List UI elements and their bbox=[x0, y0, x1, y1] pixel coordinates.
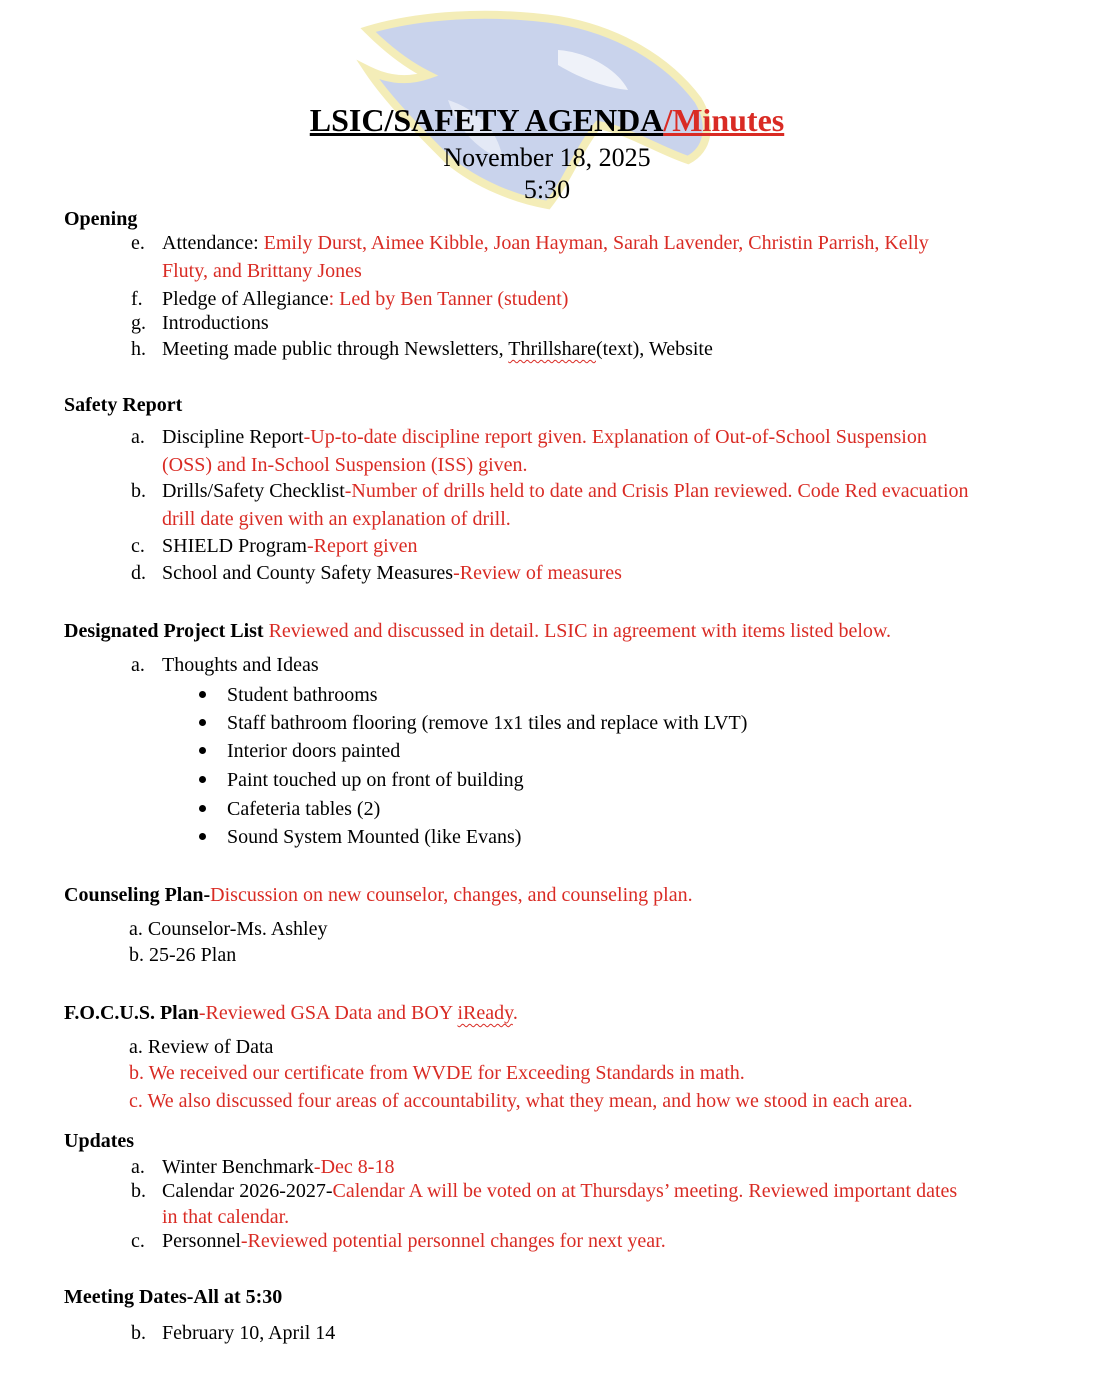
public-notice-item: Meeting made public through Newsletters, Thrillshare(text), Website bbox=[162, 338, 713, 360]
attendance-item: Attendance: Emily Durst, Aimee Kibble, Joan Hayman, Sarah Lavender, Christin Parrish, Kelly bbox=[162, 232, 929, 254]
drills-item: Drills/Safety Checklist-Number of drills held to date and Crisis Plan reviewed. Code Red evacuation bbox=[162, 480, 969, 502]
list-item: a. Counselor-Ms. Ashley bbox=[129, 918, 328, 940]
drills-item-cont: drill date given with an explanation of drill. bbox=[162, 508, 511, 530]
counseling-heading-line: Counseling Plan-Discussion on new counselor, changes, and counseling plan. bbox=[64, 884, 693, 906]
list-marker: a. bbox=[131, 654, 145, 676]
title-minutes: /Minutes bbox=[663, 102, 785, 138]
list-item: b. 25-26 Plan bbox=[129, 944, 237, 966]
personnel-item: Personnel-Reviewed potential personnel changes for next year. bbox=[162, 1230, 666, 1252]
list-marker: a. bbox=[131, 426, 145, 448]
list-item: Sound System Mounted (like Evans) bbox=[227, 826, 522, 848]
list-item: b. We received our certificate from WVDE for Exceeding Standards in math. bbox=[129, 1062, 745, 1084]
meeting-time: 5:30 bbox=[523, 175, 571, 204]
list-item: Paint touched up on front of building bbox=[227, 769, 524, 791]
bullet-icon bbox=[199, 805, 206, 812]
calendar-item: Calendar 2026-2027-Calendar A will be voted on at Thursdays’ meeting. Reviewed important dates bbox=[162, 1180, 958, 1202]
safety-heading: Safety Report bbox=[64, 394, 183, 416]
benchmark-item: Winter Benchmark-Dec 8-18 bbox=[162, 1156, 395, 1178]
meeting-date: November 18, 2025 bbox=[443, 143, 651, 172]
list-item: Cafeteria tables (2) bbox=[227, 798, 381, 820]
list-marker: a. bbox=[131, 1156, 145, 1178]
list-item: Student bathrooms bbox=[227, 684, 378, 706]
list-marker: d. bbox=[131, 562, 146, 584]
focus-heading-line: F.O.C.U.S. Plan-Reviewed GSA Data and BOY iReady. bbox=[64, 1002, 518, 1024]
projects-heading-line: Designated Project List Reviewed and discussed in detail. LSIC in agreement with items listed below. bbox=[64, 620, 892, 642]
attendance-item-cont: Fluty, and Brittany Jones bbox=[162, 260, 362, 282]
list-marker: f. bbox=[131, 288, 143, 310]
list-marker: c. bbox=[131, 535, 145, 557]
shield-item: SHIELD Program-Report given bbox=[162, 535, 418, 557]
list-item: a. Review of Data bbox=[129, 1036, 274, 1058]
bullet-icon bbox=[199, 691, 206, 698]
calendar-item-cont: in that calendar. bbox=[162, 1206, 290, 1228]
meeting-dates-item: February 10, April 14 bbox=[162, 1322, 336, 1344]
introductions-item: Introductions bbox=[162, 312, 269, 334]
list-marker: b. bbox=[131, 480, 146, 502]
bullet-icon bbox=[199, 776, 206, 783]
updates-heading: Updates bbox=[64, 1130, 135, 1152]
list-marker: b. bbox=[131, 1180, 146, 1202]
list-marker: b. bbox=[131, 1322, 146, 1344]
bullet-icon bbox=[199, 833, 206, 840]
meetings-heading: Meeting Dates-All at 5:30 bbox=[64, 1286, 283, 1308]
list-marker: e. bbox=[131, 232, 145, 254]
measures-item: School and County Safety Measures-Review of measures bbox=[162, 562, 622, 584]
page-title bbox=[0, 100, 1094, 140]
list-item: c. We also discussed four areas of accountability, what they mean, and how we stood in each area. bbox=[129, 1090, 913, 1112]
discipline-item: Discipline Report-Up-to-date discipline report given. Explanation of Out-of-School Suspension bbox=[162, 426, 927, 448]
bullet-icon bbox=[199, 719, 206, 726]
thoughts-ideas-label: Thoughts and Ideas bbox=[162, 654, 319, 676]
bullet-icon bbox=[199, 747, 206, 754]
list-marker: g. bbox=[131, 312, 146, 334]
list-marker: c. bbox=[131, 1230, 145, 1252]
list-marker: h. bbox=[131, 338, 146, 360]
opening-heading: Opening bbox=[64, 208, 138, 230]
list-item: Interior doors painted bbox=[227, 740, 401, 762]
pledge-item: Pledge of Allegiance: Led by Ben Tanner (student) bbox=[162, 288, 569, 310]
title-main: LSIC/SAFETY AGENDA bbox=[309, 102, 664, 138]
list-item: Staff bathroom flooring (remove 1x1 tiles and replace with LVT) bbox=[227, 712, 748, 734]
discipline-item-cont: (OSS) and In-School Suspension (ISS) given. bbox=[162, 454, 528, 476]
